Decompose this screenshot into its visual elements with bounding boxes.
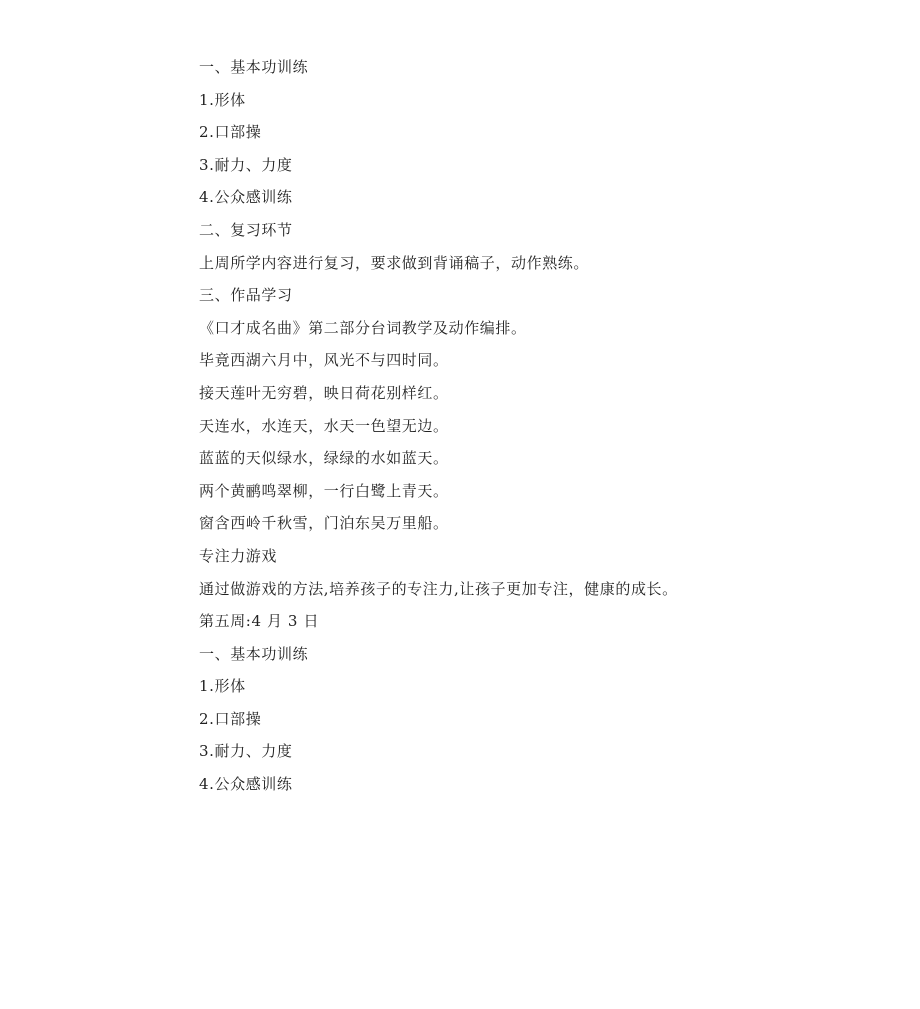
section-heading-basic-training: 一、基本功训练	[199, 58, 309, 76]
document-body	[199, 53, 839, 803]
verse-line: 天连水，水连天，水天一色望无边。	[199, 416, 449, 435]
verse-line: 接天莲叶无穷碧，映日荷花别样红。	[199, 383, 449, 402]
week-date-heading: 第五周:4 月 3 日	[199, 612, 320, 631]
list-item: 3.耐力、力度	[199, 742, 293, 761]
verse-line: 窗含西岭千秋雪，门泊东吴万里船。	[199, 514, 449, 533]
paragraph: 通过做游戏的方法,培养孩子的专注力,让孩子更加专注，健康的成长。	[199, 579, 678, 598]
list-item: 2.口部操	[199, 123, 262, 142]
list-item: 4.公众感训练	[199, 775, 293, 794]
list-item: 2.口部操	[199, 709, 262, 728]
list-item: 1.形体	[199, 90, 246, 109]
verse-line: 蓝蓝的天似绿水，绿绿的水如蓝天。	[199, 449, 449, 468]
paragraph: 《口才成名曲》第二部分台词教学及动作编排。	[199, 318, 527, 337]
verse-line: 毕竟西湖六月中，风光不与四时同。	[199, 351, 449, 370]
section-heading-review: 二、复习环节	[199, 220, 293, 239]
paragraph: 上周所学内容进行复习，要求做到背诵稿子，动作熟练。	[199, 253, 590, 272]
list-item: 1.形体	[199, 677, 246, 696]
list-item: 3.耐力、力度	[199, 155, 293, 174]
section-heading-basic-training: 一、基本功训练	[199, 644, 309, 663]
section-heading-work-study: 三、作品学习	[199, 286, 293, 305]
list-item: 4.公众感训练	[199, 188, 293, 207]
verse-line: 两个黄鹂鸣翠柳，一行白鹭上青天。	[199, 481, 449, 500]
section-heading-focus-game: 专注力游戏	[199, 546, 278, 565]
